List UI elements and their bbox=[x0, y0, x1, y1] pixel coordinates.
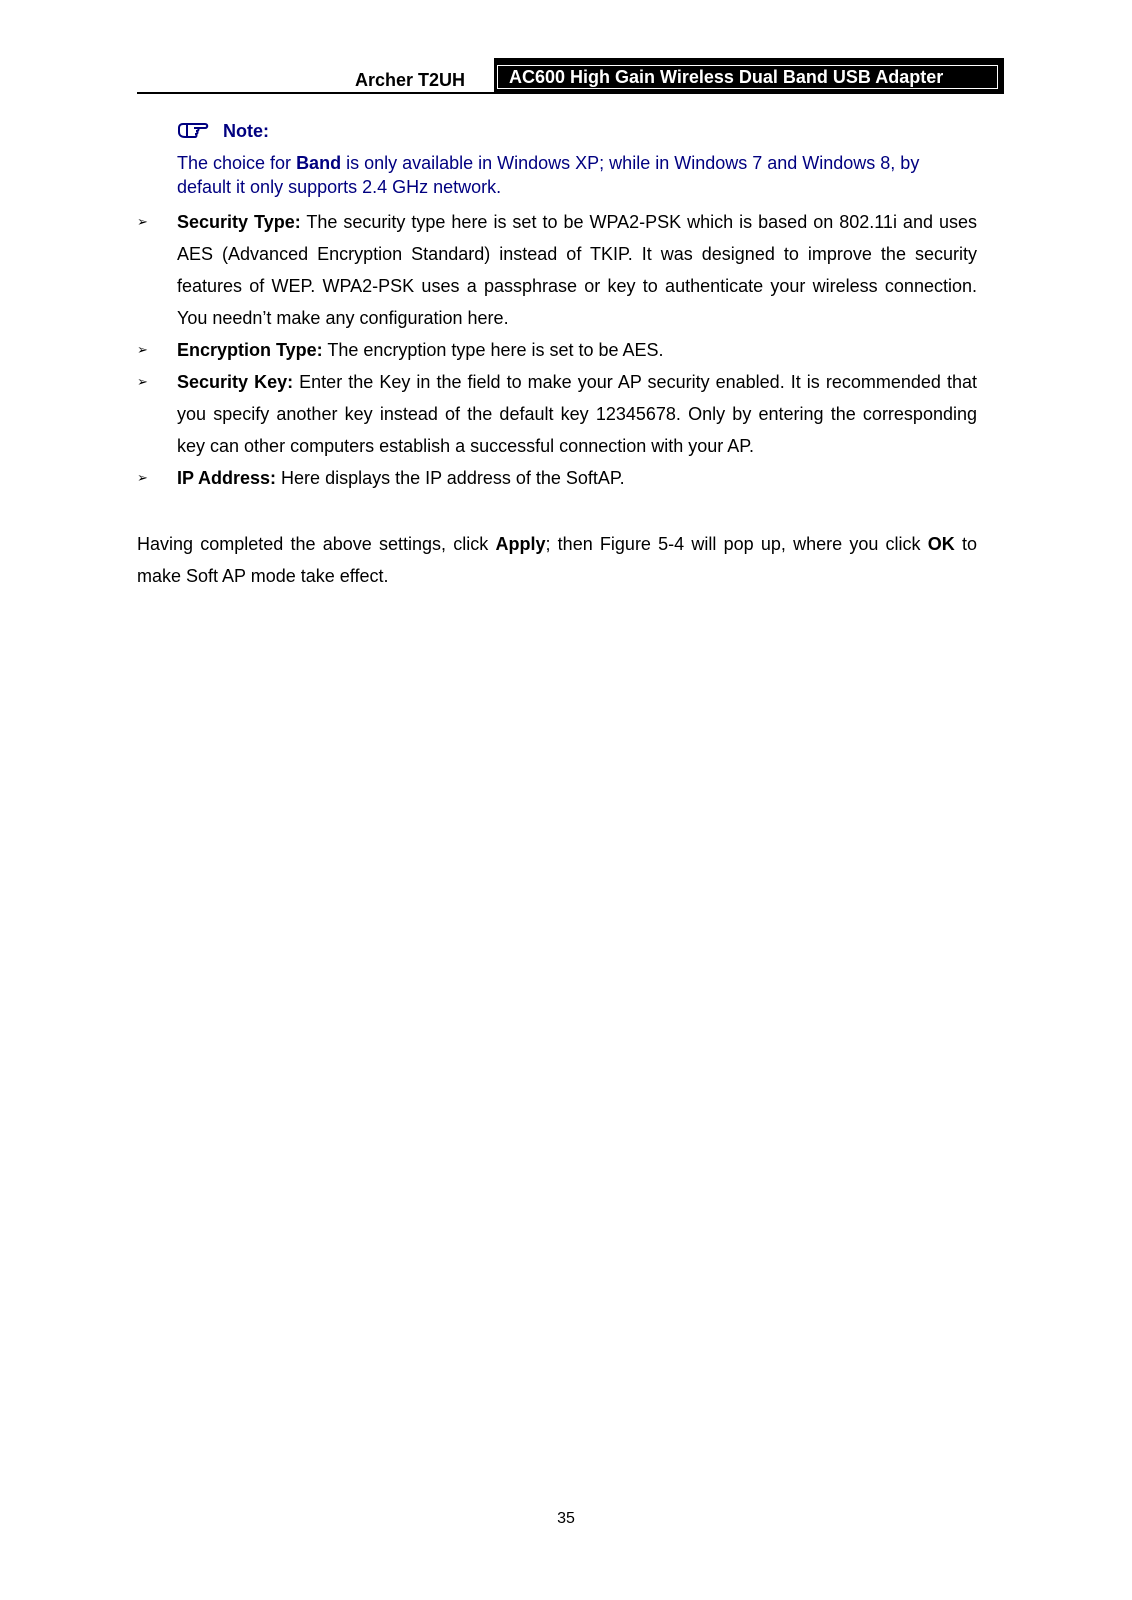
item-text: The encryption type here is set to be AES. bbox=[322, 340, 664, 360]
list-item-security-key bbox=[137, 366, 977, 462]
closing-part3: to make Soft AP mode take effect. bbox=[137, 534, 977, 586]
list-item-ip-address bbox=[137, 462, 977, 494]
closing-ok: OK bbox=[927, 534, 955, 554]
note-text-before: The choice for bbox=[177, 153, 297, 173]
list-item-security-type bbox=[137, 206, 977, 334]
note-heading bbox=[177, 117, 977, 145]
bullet-arrow-icon: ➢ bbox=[137, 214, 148, 229]
note-block bbox=[177, 117, 977, 199]
bullet-arrow-icon: ➢ bbox=[137, 374, 148, 389]
closing-paragraph bbox=[137, 528, 977, 592]
note-text-after: is only available in Windows XP; while in Windows 7 and Windows 8, by default it only supports 2.4 GHz network. bbox=[177, 153, 920, 197]
item-text: Here displays the IP address of the SoftAP. bbox=[276, 468, 625, 488]
item-text: Enter the Key in the field to make your AP security enabled. It is recommended that you specify another key instead of the default key 12345678. Only by entering the corresponding key can other computers establish a successful connection with your AP. bbox=[177, 372, 977, 456]
header-rule bbox=[137, 92, 1004, 94]
pointing-hand-icon bbox=[177, 120, 213, 142]
note-text-band: Band bbox=[296, 153, 342, 173]
closing-part2: ; then Figure 5-4 will pop up, where you click bbox=[545, 534, 928, 554]
closing-apply: Apply bbox=[495, 534, 546, 554]
bullet-arrow-icon: ➢ bbox=[137, 470, 148, 485]
bullet-arrow-icon: ➢ bbox=[137, 342, 148, 357]
item-term: Security Key: bbox=[177, 372, 294, 392]
settings-list bbox=[137, 206, 977, 494]
header-title: AC600 High Gain Wireless Dual Band USB Adapter bbox=[497, 65, 998, 89]
item-term: Encryption Type: bbox=[177, 340, 323, 360]
page-header bbox=[137, 58, 1004, 94]
item-term: Security Type: bbox=[177, 212, 301, 232]
page-number: 35 bbox=[557, 1510, 575, 1527]
note-text bbox=[177, 151, 977, 199]
header-product-name: Archer T2UH bbox=[355, 70, 466, 90]
note-label: Note: bbox=[223, 120, 269, 141]
closing-part1: Having completed the above settings, click bbox=[137, 534, 496, 554]
header-title-box bbox=[494, 58, 1004, 92]
list-item-encryption-type bbox=[137, 334, 977, 366]
item-term: IP Address: bbox=[177, 468, 277, 488]
item-text: The security type here is set to be WPA2-PSK which is based on 802.11i and uses AES (Advanced Encryption Standard) instead of TKIP. It was designed to improve the security features of WEP. WPA2-PSK uses a passphrase or key to authenticate your wireless connection. You needn’t make any configuration here. bbox=[177, 212, 977, 328]
